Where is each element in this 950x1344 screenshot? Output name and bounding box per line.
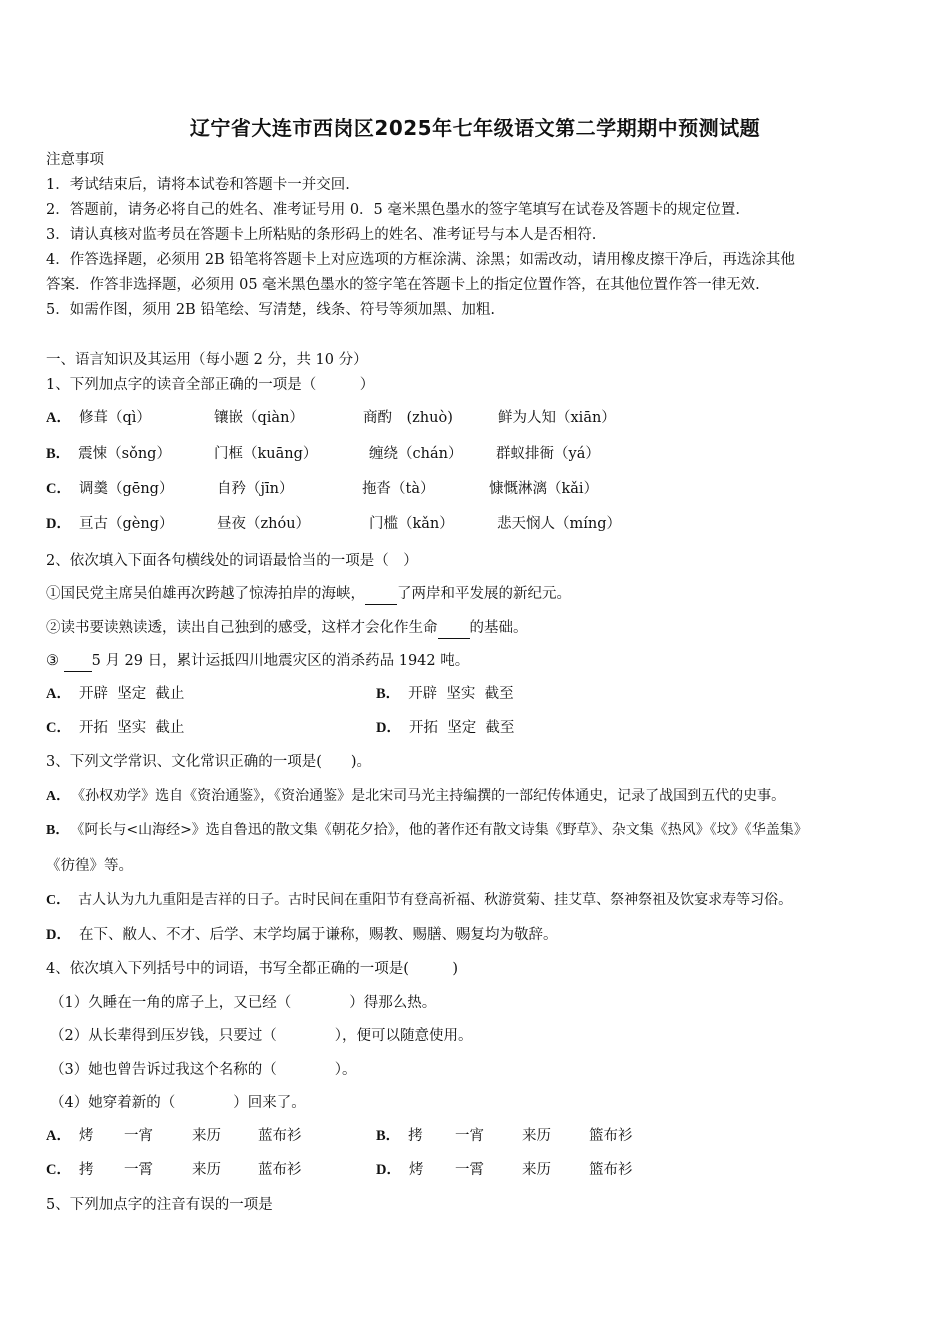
q4-line: （4）她穿着新的（ ）回来了。 — [50, 1095, 306, 1111]
q4-option-a-word: 蓝布衫 — [258, 1128, 302, 1144]
option-word: 亘古（gèng） — [78, 516, 174, 532]
q4-option-b[interactable]: B． 拷 — [376, 1128, 423, 1144]
q4-line: （3）她也曾告诉过我这个名称的（ ）。 — [50, 1062, 357, 1078]
notice-item: 2．答题前，请务必将自己的姓名、准考证号用 0．5 毫米黑色墨水的签字笔填写在试卷及答题卡的规定位置. — [46, 202, 740, 218]
q1-option-c-word: 拖沓（tà） — [362, 481, 435, 497]
q4-line: （2）从长辈得到压岁钱，只要过（ ），便可以随意使用。 — [50, 1028, 473, 1044]
q1-option-b[interactable] — [46, 444, 171, 464]
q2-option-a[interactable]: A． 开辟 坚定 截止 — [46, 686, 185, 702]
notice-heading: 注意事项 — [46, 152, 104, 168]
option-word: 震悚（sǒng） — [78, 446, 171, 462]
fill-blank — [438, 618, 470, 639]
q2-sentence-3: ③ 5 月 29 日，累计运抵四川地震灾区的消杀药品 1942 吨。 — [46, 651, 469, 672]
question-3-stem: 3、下列文学常识、文化常识正确的一项是( )。 — [46, 754, 372, 770]
q1-option-d[interactable] — [46, 514, 173, 534]
option-label: B． — [46, 446, 71, 462]
q1-option-b-word: 群蚁排衙（yá） — [496, 446, 600, 462]
q1-option-b-word: 缠绕（chán） — [369, 446, 463, 462]
q2-option-c[interactable]: C． 开拓 坚实 截止 — [46, 720, 185, 736]
q2-sentence-1: ①国民党主席吴伯雄再次跨越了惊涛拍岸的海峡， 了两岸和平发展的新纪元。 — [46, 584, 571, 605]
option-label: C． — [46, 481, 71, 497]
q4-option-c[interactable]: C． 拷 — [46, 1162, 94, 1178]
q4-option-c-word: 蓝布衫 — [258, 1162, 302, 1178]
question-1-stem: 1、下列加点字的读音全部正确的一项是（ ） — [46, 377, 375, 393]
q1-option-a[interactable] — [46, 408, 151, 428]
q3-option-a[interactable]: A． 《孙权劝学》选自《资治通鉴》，《资治通鉴》是北宋司马光主持编撰的一部纪传体通史，记录了战国到五代的史事。 — [46, 788, 786, 804]
option-label: D． — [46, 516, 71, 532]
notice-item: 3．请认真核对监考员在答题卡上所粘贴的条形码上的姓名、准考证号与本人是否相符. — [46, 227, 597, 243]
q1-option-a-word: 镶嵌（qiàn） — [214, 410, 304, 426]
q4-option-c-word: 来历 — [192, 1162, 221, 1178]
option-word: 修葺（qì） — [78, 410, 151, 426]
q4-option-a-word: 一宵 — [124, 1128, 153, 1144]
q4-option-d-word: 一霄 — [455, 1162, 484, 1178]
option-label: A． — [46, 410, 71, 426]
q4-option-a-word: 来历 — [192, 1128, 221, 1144]
q4-option-a[interactable]: A． 烤 — [46, 1128, 94, 1144]
section-heading: 一、语言知识及其运用（每小题 2 分，共 10 分） — [46, 352, 368, 368]
q4-option-d-word: 来历 — [522, 1162, 551, 1178]
q1-option-c-word: 慷慨淋漓（kǎi） — [489, 481, 599, 497]
q1-option-d-word: 昼夜（zhóu） — [217, 516, 311, 532]
q1-option-c-word: 自矜（jīn） — [217, 481, 294, 497]
q2-option-b[interactable]: B． 开辟 坚实 截至 — [376, 686, 514, 702]
notice-item: 1．考试结束后，请将本试卷和答题卡一并交回. — [46, 177, 350, 193]
question-4-stem: 4、依次填入下列括号中的词语，书写全都正确的一项是( ) — [46, 961, 459, 977]
q4-option-b-word: 来历 — [522, 1128, 551, 1144]
question-2-stem: 2、依次填入下面各句横线处的词语最恰当的一项是（ ） — [46, 553, 418, 569]
q1-option-a-word: 鲜为人知（xiān） — [498, 410, 616, 426]
q1-option-b-word: 门框（kuāng） — [214, 446, 318, 462]
notice-item: 答案．作答非选择题，必须用 05 毫米黑色墨水的签字笔在答题卡上的指定位置作答，在其他位置作答一律无效. — [46, 277, 760, 293]
q1-option-d-word: 门槛（kǎn） — [369, 516, 454, 532]
q2-sentence-2: ②读书要读熟读透，读出自己独到的感受，这样才会化作生命 的基础。 — [46, 618, 528, 639]
q1-option-d-word: 悲天悯人（míng） — [497, 516, 622, 532]
q1-option-c[interactable] — [46, 479, 173, 499]
fill-blank — [365, 584, 397, 605]
q3-option-d[interactable]: D． 在下、敝人、不才、后学、末学均属于谦称，赐教、赐膳、赐复均为敬辞。 — [46, 927, 558, 943]
q4-option-d[interactable]: D． 烤 — [376, 1162, 424, 1178]
option-word: 调羹（gēng） — [78, 481, 174, 497]
notice-item: 4．作答选择题，必须用 2B 铅笔将答题卡上对应选项的方框涂满、涂黑；如需改动，请用橡皮擦干净后，再选涂其他 — [46, 252, 795, 268]
notice-item: 5．如需作图，须用 2B 铅笔绘、写清楚，线条、符号等须加黑、加粗. — [46, 302, 495, 318]
q4-option-d-word: 篮布衫 — [589, 1162, 633, 1178]
q1-option-a-word: 商酌 (zhuò) — [363, 410, 453, 426]
fill-blank — [64, 651, 92, 672]
q2-option-d[interactable]: D． 开拓 坚定 截至 — [376, 720, 515, 736]
q3-option-b-cont: 《彷徨》等。 — [46, 858, 133, 874]
q4-option-b-word: 一宵 — [455, 1128, 484, 1144]
q4-option-c-word: 一霄 — [124, 1162, 153, 1178]
question-5-stem: 5、下列加点字的注音有误的一项是 — [46, 1197, 273, 1213]
q4-line: （1）久睡在一角的席子上，又已经（ ）得那么热。 — [50, 995, 437, 1011]
q4-option-b-word: 篮布衫 — [589, 1128, 633, 1144]
q3-option-c[interactable]: C． 古人认为九九重阳是吉祥的日子。古时民间在重阳节有登高祈福、秋游赏菊、挂艾草、祭神祭祖及饮宴求寿等习俗。 — [46, 892, 793, 908]
page-title: 辽宁省大连市西岗区2025年七年级语文第二学期期中预测试题 — [189, 116, 761, 140]
q3-option-b[interactable]: B． 《阿长与<山海经>》选自鲁迅的散文集《朝花夕拾》，他的著作还有散文诗集《野草》、杂文集《热风》《坟》《华盖集》 — [46, 822, 808, 838]
